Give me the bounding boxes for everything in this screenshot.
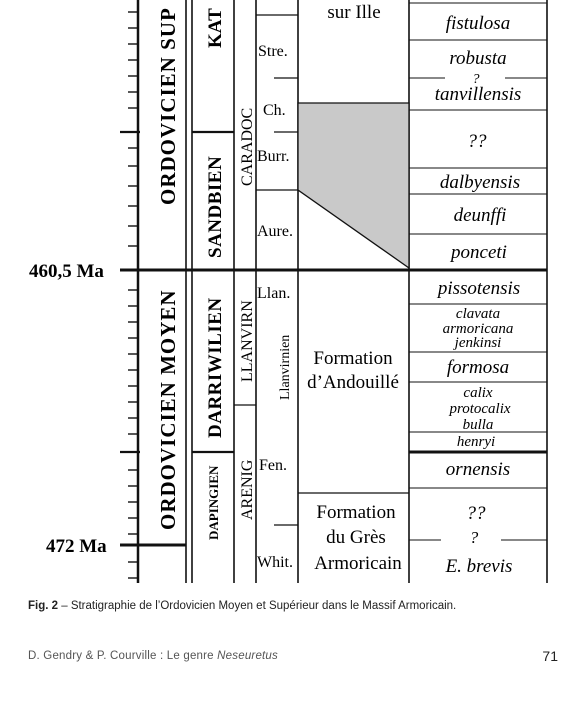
substage-label: Whit. — [257, 554, 293, 571]
page-footer — [28, 648, 558, 668]
svg-text:Formation: Formation — [313, 348, 393, 369]
svg-text:Armoricain: Armoricain — [314, 553, 402, 574]
svg-text:d’Andouillé: d’Andouillé — [307, 372, 399, 393]
formation-andouille — [307, 348, 399, 393]
formation-label: sur Ille — [327, 2, 381, 23]
biozone-label: ? — [472, 72, 480, 87]
stage-label: KAT — [205, 8, 226, 48]
time-scale-ticks — [128, 12, 138, 578]
regional-series-label: ARENIG — [239, 459, 256, 520]
substage-label: Burr. — [257, 148, 290, 165]
regional-series-label: CARADOC — [239, 107, 256, 186]
biozone-label: pissotensis — [437, 278, 521, 299]
biozone-label: ? — [469, 528, 479, 547]
page-number: 71 — [542, 648, 558, 664]
biozone-label: tanvillensis — [434, 84, 522, 105]
substage-label: Ch. — [263, 102, 286, 119]
figure-caption — [28, 600, 568, 612]
svg-text:Formation: Formation — [316, 502, 396, 523]
biozone-label: ?? — [467, 131, 487, 152]
biozone-label: jenkinsi — [454, 335, 502, 351]
biozone-label: fistulosa — [445, 13, 511, 34]
biozone-label: E. brevis — [445, 556, 513, 577]
regional-series-label: LLANVIRN — [239, 300, 256, 382]
age-label: 460,5 Ma — [29, 261, 104, 282]
biozone-label: formosa — [446, 357, 510, 378]
stage-label: SANDBIEN — [205, 155, 226, 258]
hiatus-shading — [298, 103, 409, 268]
biozone-label: calix — [463, 385, 493, 401]
biozone-label: ?? — [466, 503, 486, 524]
biozone-label: ornensis — [445, 459, 511, 480]
substage-label: Aure. — [257, 223, 293, 240]
figure-caption-label: Fig. 2 — [28, 600, 59, 612]
formation-gres-armoricain — [314, 502, 402, 574]
substage-label: Stre. — [258, 43, 288, 60]
substage-label: Fen. — [259, 457, 287, 474]
biozone-label: dalbyensis — [439, 172, 521, 193]
stage-label: DAPINGIEN — [206, 465, 221, 540]
biozone-label: deunffi — [453, 205, 507, 226]
biozone-label: henryi — [456, 434, 496, 450]
stage-label: DARRIWILIEN — [205, 297, 226, 438]
series-label: ORDOVICIEN SUP — [156, 7, 180, 205]
biozone-label: bulla — [462, 417, 494, 433]
substage-label: Llanvirnien — [278, 334, 293, 400]
svg-text:du Grès: du Grès — [326, 527, 386, 548]
running-footer — [28, 650, 278, 662]
series-label: ORDOVICIEN MOYEN — [156, 289, 180, 530]
substage-label: Llan. — [257, 285, 291, 302]
biozone-label: protocalix — [449, 401, 511, 417]
biozone-label: clavata — [455, 306, 501, 322]
figure-caption-text: – Stratigraphie de l’Ordovicien Moyen et Supérieur dans le Massif Armoricain. — [58, 600, 457, 612]
footer-genus: Neseuretus — [217, 650, 278, 662]
age-label: 472 Ma — [46, 536, 107, 557]
biozone-label: ponceti — [451, 242, 507, 263]
footer-authors: D. Gendry & P. Courville : Le genre — [28, 650, 218, 662]
biozone-label: armoricana — [442, 321, 514, 337]
biozone-label: robusta — [449, 48, 507, 69]
